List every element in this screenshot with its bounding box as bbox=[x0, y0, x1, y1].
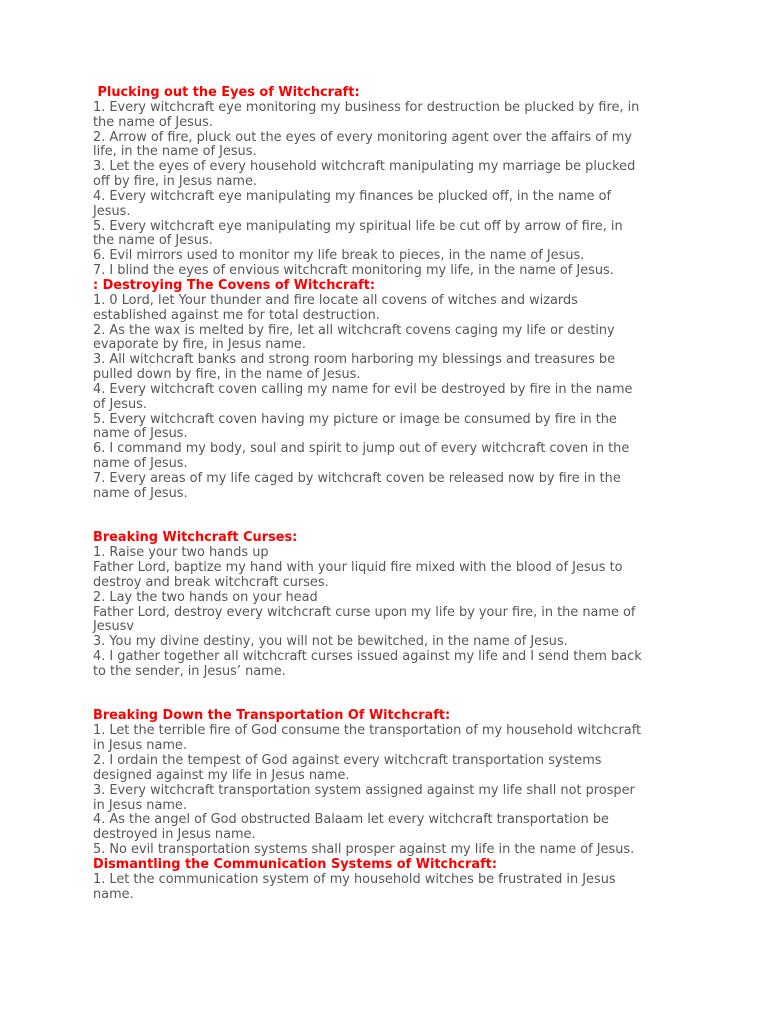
prayer-line: established against me for total destruction. bbox=[93, 307, 380, 323]
prayer-line: life, in the name of Jesus. bbox=[93, 144, 257, 160]
prayer-line: Jesusv bbox=[93, 619, 134, 635]
prayer-line: destroy and break witchcraft curses. bbox=[93, 574, 329, 590]
prayer-line: 3. All witchcraft banks and strong room harboring my blessings and treasures be bbox=[93, 352, 616, 368]
prayer-line: 6. I command my body, soul and spirit to jump out of every witchcraft coven in the bbox=[93, 441, 630, 457]
prayer-line: destroyed in Jesus name. bbox=[93, 827, 256, 843]
section-spacer bbox=[93, 680, 683, 710]
prayer-line: of Jesus. bbox=[93, 396, 147, 412]
section-transportation bbox=[93, 709, 683, 857]
prayer-line: 7. I blind the eyes of envious witchcraft monitoring my life, in the name of Jesus. bbox=[93, 263, 614, 279]
prayer-line: the name of Jesus. bbox=[93, 114, 213, 130]
prayer-line: 2. I ordain the tempest of God against every witchcraft transportation systems bbox=[93, 752, 602, 768]
prayer-line: 4. Every witchcraft eye manipulating my finances be plucked off, in the name of bbox=[93, 188, 612, 204]
section-heading: : Destroying The Covens of Witchcraft: bbox=[93, 277, 376, 293]
prayer-line: 1. Every witchcraft eye monitoring my business for destruction be plucked by fire, in bbox=[93, 99, 640, 115]
section-heading: Breaking Down the Transportation Of Witchcraft: bbox=[93, 708, 451, 724]
prayer-line: 4. As the angel of God obstructed Balaam let every witchcraft transportation be bbox=[93, 812, 609, 828]
prayer-line: 1. 0 Lord, let Your thunder and fire locate all covens of witches and wizards bbox=[93, 292, 578, 308]
prayer-line: 5. No evil transportation systems shall prosper against my life in the name of Jesus. bbox=[93, 842, 635, 858]
prayer-line: 5. Every witchcraft coven having my picture or image be consumed by fire in the bbox=[93, 411, 617, 427]
prayer-line: 7. Every areas of my life caged by witchcraft coven be released now by fire in the bbox=[93, 470, 621, 486]
section-heading: Breaking Witchcraft Curses: bbox=[93, 530, 298, 546]
prayer-line: evaporate by fire, in Jesus name. bbox=[93, 337, 306, 353]
prayer-line: pulled down by fire, in the name of Jesus. bbox=[93, 367, 361, 383]
prayer-line: off by fire, in Jesus name. bbox=[93, 174, 257, 190]
prayer-line: name of Jesus. bbox=[93, 426, 188, 442]
prayer-line: 3. Every witchcraft transportation system assigned against my life shall not prosper bbox=[93, 782, 635, 798]
prayer-line: to the sender, in Jesus’ name. bbox=[93, 663, 286, 679]
section-breaking-curses bbox=[93, 531, 683, 679]
prayer-line: Father Lord, destroy every witchcraft curse upon my life by your fire, in the name of bbox=[93, 604, 636, 620]
prayer-line: 2. Arrow of fire, pluck out the eyes of every monitoring agent over the affairs of my bbox=[93, 129, 632, 145]
section-heading: Plucking out the Eyes of Witchcraft: bbox=[93, 85, 360, 100]
prayer-line: the name of Jesus. bbox=[93, 233, 213, 249]
prayer-line: 6. Evil mirrors used to monitor my life break to pieces, in the name of Jesus. bbox=[93, 248, 585, 264]
prayer-line: name. bbox=[93, 886, 134, 902]
section-plucking-eyes bbox=[93, 86, 683, 279]
section-communication bbox=[93, 858, 683, 903]
prayer-line: Father Lord, baptize my hand with your liquid fire mixed with the blood of Jesus to bbox=[93, 560, 623, 575]
section-heading: Dismantling the Communication Systems of Witchcraft: bbox=[93, 856, 498, 872]
prayer-line: designed against my life in Jesus name. bbox=[93, 767, 350, 783]
section-spacer bbox=[93, 502, 683, 532]
prayer-line: in Jesus name. bbox=[93, 738, 187, 754]
prayer-line: name of Jesus. bbox=[93, 485, 188, 501]
prayer-line: 5. Every witchcraft eye manipulating my spiritual life be cut off by arrow of fire, in bbox=[93, 218, 623, 234]
prayer-line: name of Jesus. bbox=[93, 456, 188, 472]
section-destroying-covens bbox=[93, 279, 683, 502]
prayer-line: in Jesus name. bbox=[93, 797, 187, 813]
prayer-line: 4. I gather together all witchcraft curses issued against my life and I send them back bbox=[93, 649, 642, 665]
prayer-line: 2. As the wax is melted by fire, let all witchcraft covens caging my life or destiny bbox=[93, 322, 615, 338]
prayer-line: 3. You my divine destiny, you will not be bewitched, in the name of Jesus. bbox=[93, 634, 568, 650]
prayer-line: 2. Lay the two hands on your head bbox=[93, 589, 318, 605]
prayer-line: 1. Raise your two hands up bbox=[93, 545, 269, 561]
prayer-line: 3. Let the eyes of every household witchcraft manipulating my marriage be plucked bbox=[93, 159, 636, 175]
prayer-line: Jesus. bbox=[93, 203, 131, 219]
prayer-line: 1. Let the terrible fire of God consume the transportation of my household witchcraft bbox=[93, 723, 642, 739]
prayer-line: 1. Let the communication system of my household witches be frustrated in Jesus bbox=[93, 871, 616, 887]
document-body bbox=[93, 86, 683, 902]
prayer-line: 4. Every witchcraft coven calling my name for evil be destroyed by fire in the name bbox=[93, 381, 633, 397]
